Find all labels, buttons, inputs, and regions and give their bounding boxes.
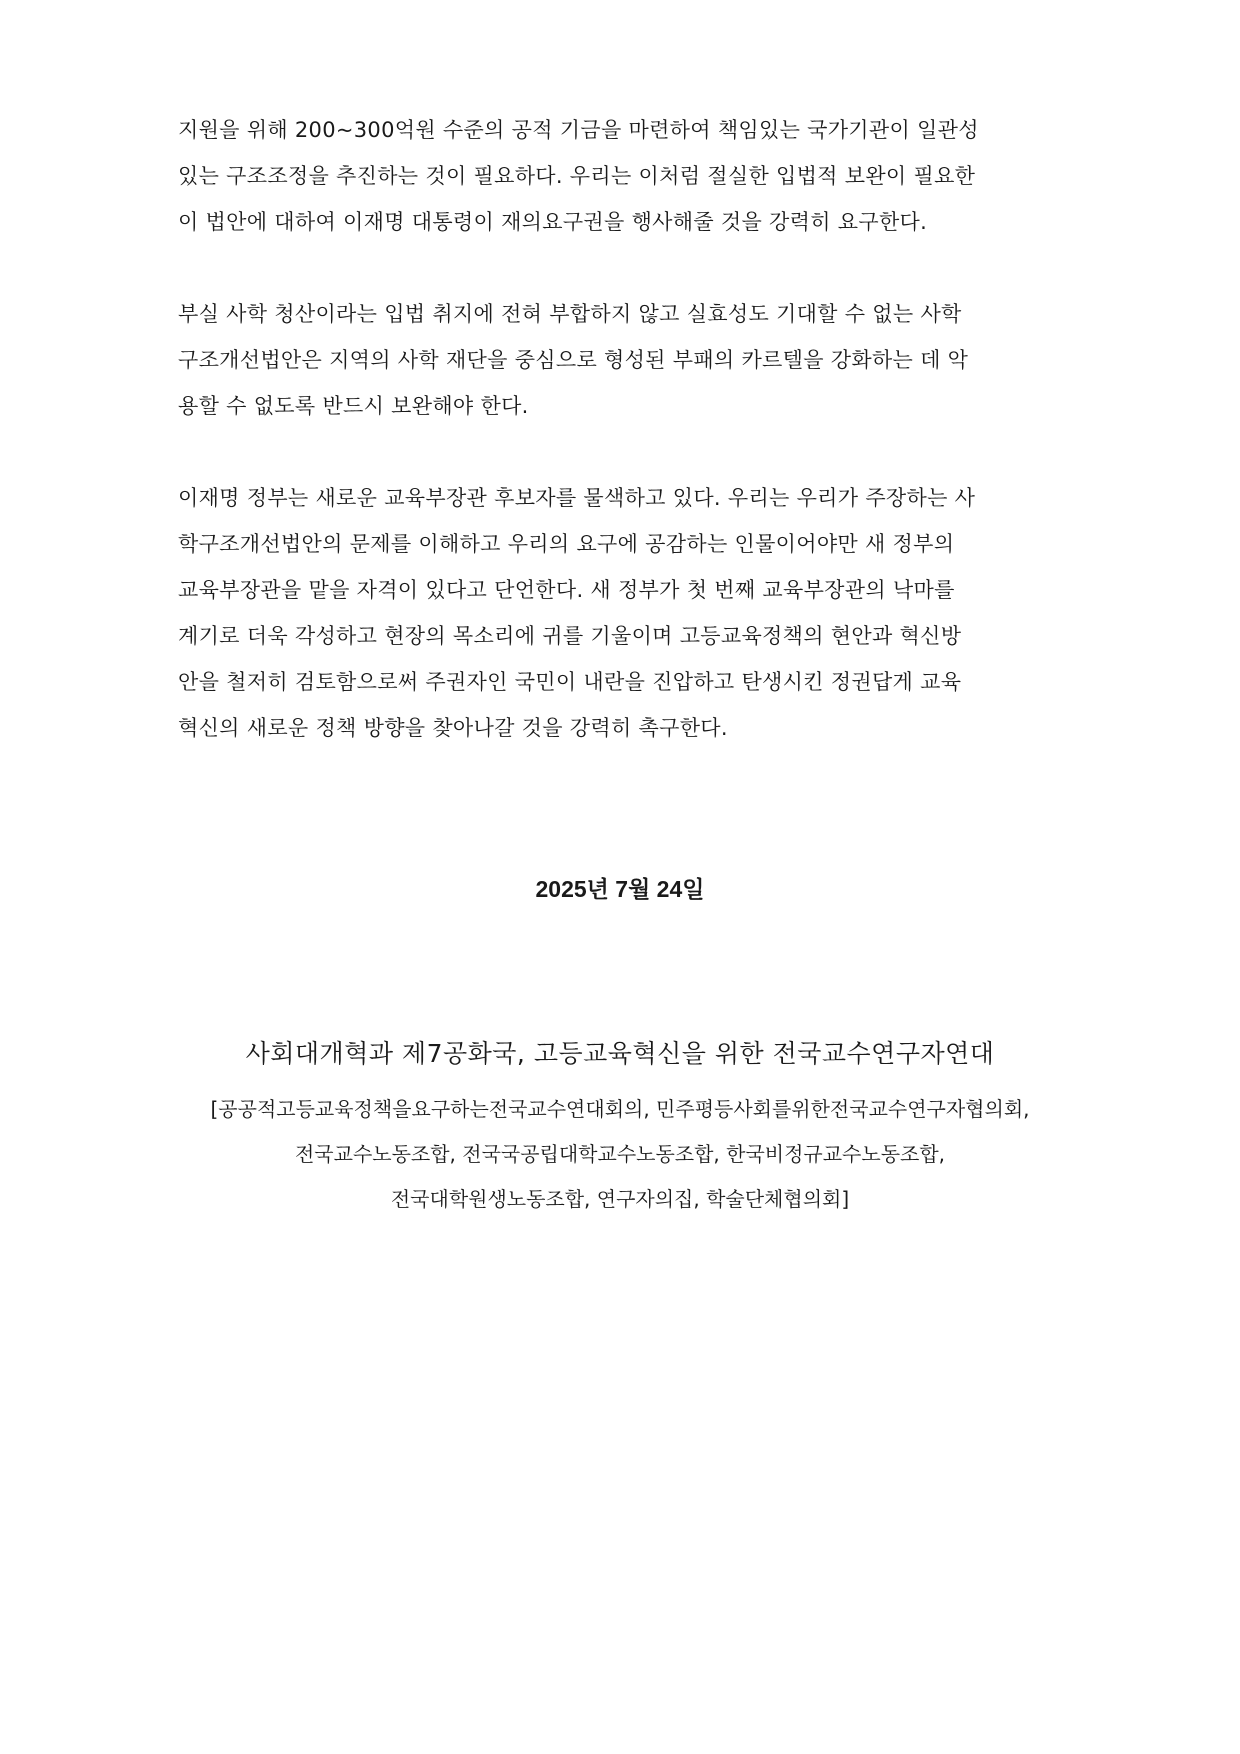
- organization-title: 사회대개혁과 제7공화국, 고등교육혁신을 위한 전국교수연구자연대: [245, 1039, 995, 1068]
- member-line: 전국교수노동조합, 전국국공립대학교수노동조합, 한국비정규교수노동조합,: [294, 1142, 946, 1166]
- member-organizations: [0, 1087, 1240, 1222]
- paragraph-minister: 이재명 정부는 새로운 교육부장관 후보자를 물색하고 있다. 우리는 우리가 주장하는 사 학구조개선법안의 문제를 이해하고 우리의 요구에 공감하는 인물이어야만 새 정부의 교육부장관을 맡을 자격이 있다고 단언한다. 새 정부가 첫 번째 교육부장관의 낙마를 계기로 더욱 각성하고 현장의 목소리에 귀를 기울이며 고등교육정책의 현안과 혁신방 안을 철저히 검토함으로써 주권자인 국민이 내란을 진압하고 탄생시킨 정권답게 교육 혁신의 새로운 정책 방향을 찾아나갈 것을 강력히 촉구한다.: [178, 486, 976, 740]
- member-line: [공공적고등교육정책을요구하는전국교수연대회의, 민주평등사회를위한전국교수연구자협의회,: [210, 1097, 1030, 1121]
- paragraph-reform-bill: 부실 사학 청산이라는 입법 취지에 전혀 부합하지 않고 실효성도 기대할 수 없는 사학 구조개선법안은 지역의 사학 재단을 중심으로 형성된 부패의 카르텔을 강화하는 데 악 용할 수 없도록 반드시 보완해야 한다.: [178, 302, 969, 418]
- statement-date: 2025년 7월 24일: [535, 876, 705, 902]
- paragraph-funding: 지원을 위해 200~300억원 수준의 공적 기금을 마련하여 책임있는 국가기관이 일관성 있는 구조조정을 추진하는 것이 필요하다. 우리는 이처럼 절실한 입법적 보완이 필요한 이 법안에 대하여 이재명 대통령이 재의요구권을 행사해줄 것을 강력히 요구한다.: [178, 118, 979, 234]
- member-line: 전국대학원생노동조합, 연구자의집, 학술단체협의회]: [390, 1187, 850, 1211]
